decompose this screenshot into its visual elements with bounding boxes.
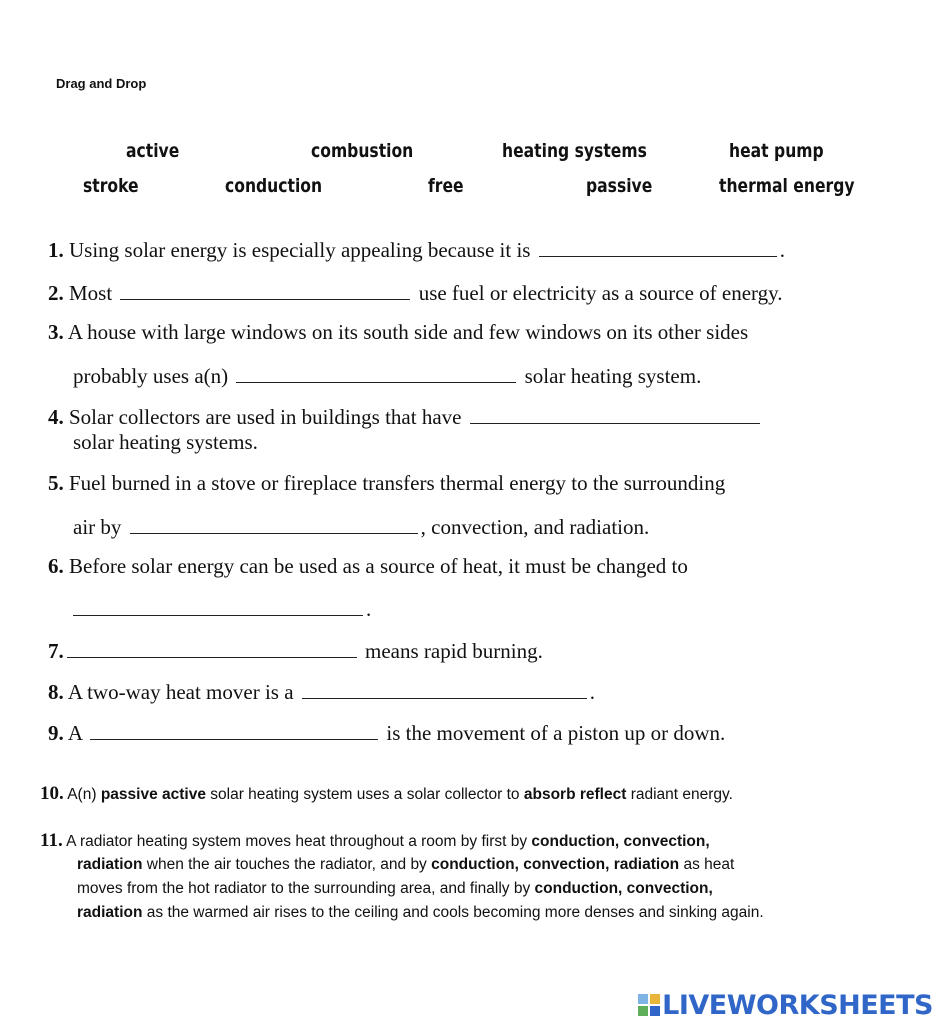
question-text: solar heating system uses a solar collector to — [210, 786, 520, 803]
question-text: . — [589, 680, 596, 704]
answer-blank-9[interactable] — [90, 721, 378, 740]
instructions-label: Drag and Drop — [56, 76, 147, 91]
question-3-line-2 — [73, 364, 701, 387]
question-text: A — [67, 721, 82, 745]
answer-blank-3[interactable] — [236, 364, 516, 383]
question-text: . — [366, 597, 372, 621]
question-6 — [48, 556, 688, 577]
answer-blank-1[interactable] — [539, 238, 777, 257]
question-text: means rapid burning. — [365, 639, 543, 663]
question-number: 5. — [48, 471, 64, 495]
question-text: A house with large windows on its south side and few windows on its other sides — [67, 320, 749, 344]
question-11 — [40, 829, 710, 854]
question-text: radiant energy. — [630, 786, 733, 803]
question-7 — [48, 639, 543, 662]
question-3 — [48, 322, 748, 343]
question-text: use fuel or electricity as a source of energy. — [418, 281, 783, 305]
question-number: 10. — [40, 783, 64, 804]
question-text: Solar collectors are used in buildings that have — [69, 405, 462, 429]
question-text: when the air touches the radiator, and by — [146, 856, 427, 873]
question-8 — [48, 680, 595, 703]
answer-blank-7[interactable] — [67, 639, 357, 658]
question-number: 9. — [48, 721, 64, 745]
logo-text: LIVEWORKSHEETS — [662, 990, 933, 1021]
question-text: is the movement of a piston up or down. — [386, 721, 726, 745]
choice-3-conduction-convection[interactable]: conduction, convection, — [534, 880, 713, 897]
choice-1-radiation[interactable]: radiation — [77, 856, 143, 873]
question-text: Using solar energy is especially appealing because it is — [69, 238, 531, 262]
answer-blank-4[interactable] — [470, 405, 760, 424]
question-number: 6. — [48, 554, 64, 578]
liveworksheets-logo — [638, 990, 933, 1021]
choice-3-radiation[interactable]: radiation — [77, 904, 143, 921]
word-thermal-energy[interactable]: thermal energy — [719, 175, 855, 197]
question-number: 4. — [48, 405, 64, 429]
question-1 — [48, 238, 785, 261]
question-number: 11. — [40, 830, 63, 851]
question-number: 1. — [48, 238, 64, 262]
word-conduction[interactable]: conduction — [225, 175, 323, 197]
choice-passive-active[interactable]: passive active — [100, 786, 206, 803]
question-text: , convection, and radiation. — [420, 515, 650, 539]
question-2 — [48, 281, 783, 304]
question-text: A two-way heat mover is a — [67, 680, 294, 704]
answer-blank-2[interactable] — [120, 281, 410, 300]
question-11-line-3 — [77, 877, 713, 901]
question-number: 7. — [48, 639, 64, 663]
word-active[interactable]: active — [126, 140, 180, 162]
question-text: moves from the hot radiator to the surrounding area, and finally by — [77, 880, 531, 897]
question-text: . — [779, 238, 785, 262]
question-text: Fuel burned in a stove or fireplace transfers thermal energy to the surrounding — [69, 471, 726, 495]
question-text: A radiator heating system moves heat throughout a room by first by — [66, 833, 528, 850]
question-text: as heat — [683, 856, 735, 873]
question-11-line-4 — [77, 901, 764, 925]
question-text: Most — [69, 281, 113, 305]
choice-1-conduction-convection[interactable]: conduction, convection, — [531, 833, 710, 850]
word-passive[interactable]: passive — [586, 175, 653, 197]
question-number: 8. — [48, 680, 64, 704]
choice-2-conduction-convection-radiation[interactable]: conduction, convection, radiation — [431, 856, 680, 873]
question-text: probably uses a(n) — [73, 364, 229, 388]
answer-blank-5[interactable] — [130, 515, 418, 534]
question-11-line-2 — [77, 853, 734, 877]
word-free[interactable]: free — [428, 175, 464, 197]
question-5-line-2 — [73, 515, 649, 538]
word-heat-pump[interactable]: heat pump — [729, 140, 824, 162]
answer-blank-8[interactable] — [302, 680, 587, 699]
question-10 — [40, 782, 733, 807]
question-4 — [48, 405, 763, 428]
question-text: A(n) — [67, 786, 97, 803]
question-9 — [48, 721, 725, 744]
choice-absorb-reflect[interactable]: absorb reflect — [523, 786, 627, 803]
word-combustion[interactable]: combustion — [311, 140, 414, 162]
question-text: air by — [73, 515, 122, 539]
liveworksheets-logo-icon — [638, 994, 660, 1016]
question-4-line-2: solar heating systems. — [73, 430, 258, 454]
question-6-line-2 — [70, 597, 371, 620]
question-text: Before solar energy can be used as a source of heat, it must be changed to — [69, 554, 688, 578]
answer-blank-6[interactable] — [73, 597, 363, 616]
question-number: 2. — [48, 281, 64, 305]
word-heating-systems[interactable]: heating systems — [502, 140, 647, 162]
question-5 — [48, 473, 725, 494]
question-text: as the warmed air rises to the ceiling and cools becoming more denses and sinking again. — [146, 904, 764, 921]
question-text: solar heating system. — [524, 364, 702, 388]
word-stroke[interactable]: stroke — [83, 175, 139, 197]
question-number: 3. — [48, 320, 64, 344]
